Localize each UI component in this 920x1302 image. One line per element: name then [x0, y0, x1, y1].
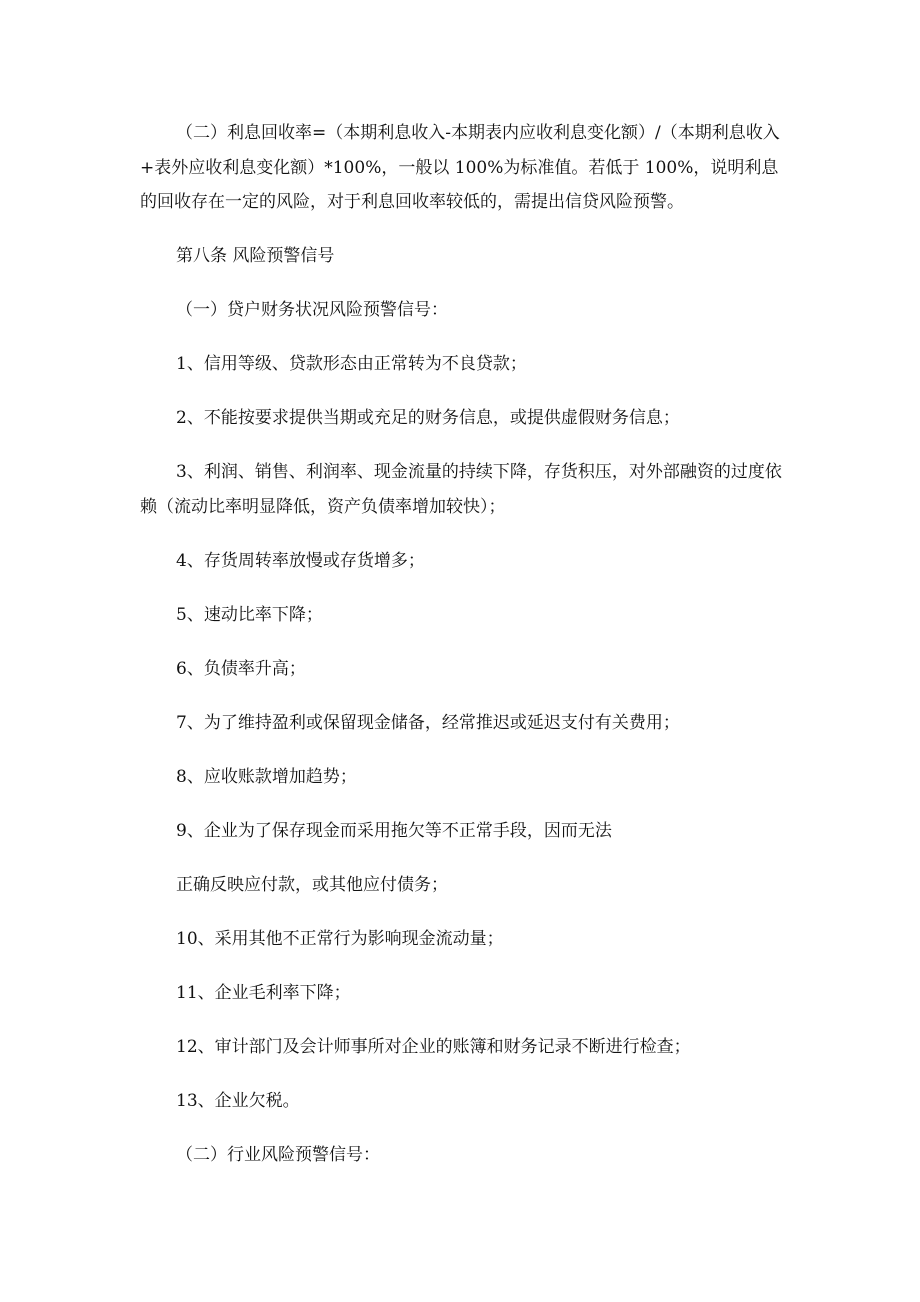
- list-item: 13、企业欠税。: [176, 1090, 300, 1111]
- section-heading-financial-signals: （一）贷户财务状况风险预警信号：: [176, 300, 448, 320]
- list-item: 11、企业毛利率下降；: [176, 982, 351, 1003]
- list-item: 7、为了维持盈利或保留现金储备，经常推迟或延迟支付有关费用；: [176, 712, 680, 733]
- list-item: 6、负债率升高；: [176, 658, 306, 679]
- list-item: 9、企业为了保存现金而采用拖欠等不正常手段，因而无法: [176, 820, 612, 841]
- article-heading-8: 第八条 风险预警信号: [176, 246, 335, 266]
- list-item: 3、利润、销售、利润率、现金流量的持续下降，存货积压，对外部融资的过度依赖（流动比率明显降低，资产负债率增加较快）；: [140, 462, 782, 517]
- list-item: 10、采用其他不正常行为影响现金流动量；: [176, 928, 504, 949]
- list-item: 12、审计部门及会计师事所对企业的账簿和财务记录不断进行检查；: [176, 1036, 691, 1057]
- list-item: 8、应收账款增加趋势；: [176, 766, 357, 787]
- list-item: 1、信用等级、贷款形态由正常转为不良贷款；: [176, 354, 527, 374]
- list-item-continuation: 正确反映应付款，或其他应付债务；: [176, 874, 448, 895]
- list-item: 5、速动比率下降；: [176, 604, 323, 625]
- list-item: 4、存货周转率放慢或存货增多；: [176, 550, 425, 571]
- list-item: 2、不能按要求提供当期或充足的财务信息，或提供虚假财务信息；: [176, 408, 680, 428]
- paragraph-interest-recovery-rate: （二）利息回收率=（本期利息收入-本期表内应收利息变化额）/（本期利息收入+表外应收利息变化额）*100%，一般以 100%为标准值。若低于 100%，说明利息的回收存在一定的风险，对于利息回收率较低的，需提出信贷风险预警。: [140, 123, 780, 212]
- section-heading-industry-signals: （二）行业风险预警信号：: [176, 1144, 380, 1165]
